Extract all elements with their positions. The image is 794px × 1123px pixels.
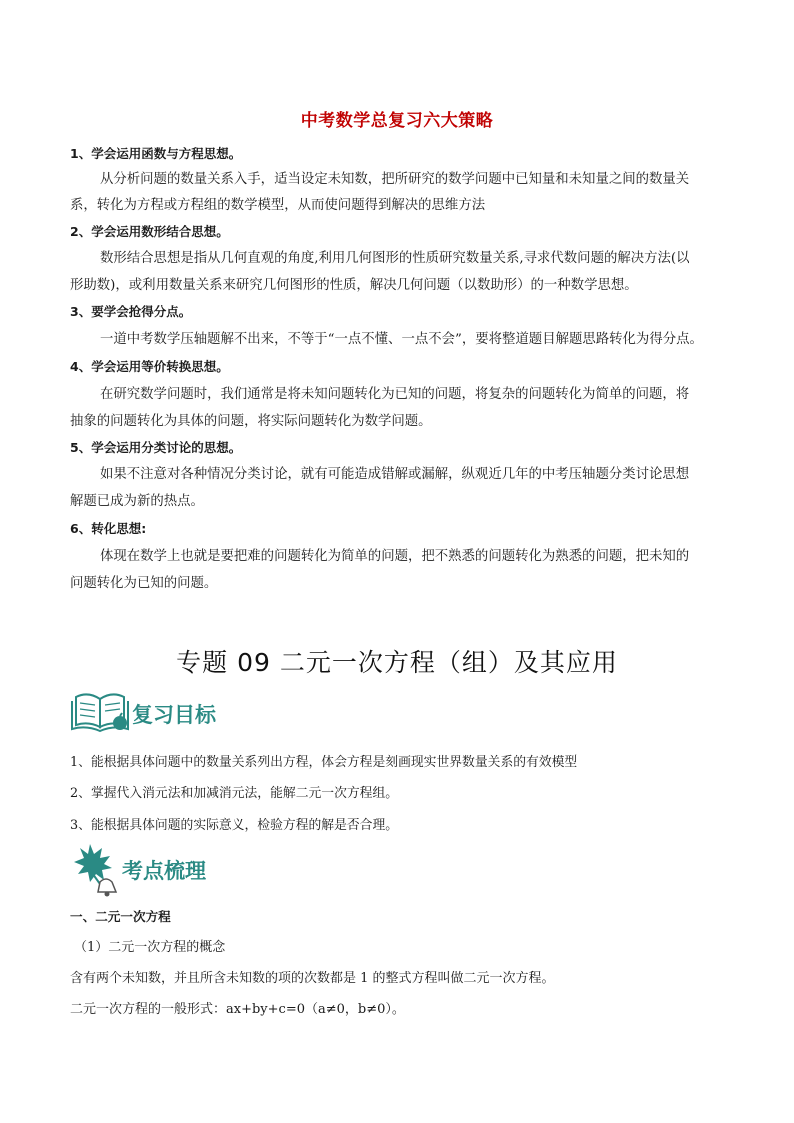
section-heading: 一、二元一次方程: [70, 909, 171, 924]
concept-text: 含有两个未知数，并且所含未知数的项的次数都是 1 的整式方程叫做二元一次方程。: [70, 971, 555, 986]
strategy-text: 体现在数学上也就是要把难的问题转化为简单的问题，把不熟悉的问题转化为熟悉的问题，把未知的: [100, 549, 690, 564]
concept-text: 二元一次方程的一般形式：ax+by+c=0（a≠0，b≠0）。: [70, 1002, 405, 1017]
strategy-heading: 1、学会运用函数与方程思想。: [70, 146, 242, 161]
goal-item: 1、能根据具体问题中的数量关系列出方程，体会方程是刻画现实世界数量关系的有效模型: [70, 755, 578, 770]
strategy-text: 解题已成为新的热点。: [70, 494, 204, 509]
strategy-text: 抽象的问题转化为具体的问题，将实际问题转化为数学问题。: [70, 414, 432, 429]
strategy-text: 在研究数学问题时，我们通常是将未知问题转化为已知的问题，将复杂的问题转化为简单的问题，将: [100, 387, 690, 402]
strategy-text: 形助数)，或利用数量关系来研究几何图形的性质，解决几何问题（以数助形）的一种数学思想。: [70, 278, 638, 293]
strategy-heading: 4、学会运用等价转换思想。: [70, 359, 229, 374]
review-goals-label: 复习目标: [132, 703, 216, 727]
document-title: 中考数学总复习六大策略: [300, 111, 494, 131]
goal-item: 3、能根据具体问题的实际意义，检验方程的解是否合理。: [70, 818, 399, 833]
strategy-text: 如果不注意对各种情况分类讨论，就有可能造成错解或漏解，纵观近几年的中考压轴题分类讨论思想: [100, 467, 690, 482]
open-book-icon: [70, 687, 132, 739]
key-points-label: 考点梳理: [122, 859, 206, 883]
strategy-text: 从分析问题的数量关系入手，适当设定未知数，把所研究的数学问题中已知量和未知量之间的数量关: [100, 172, 690, 187]
strategy-heading: 5、学会运用分类讨论的思想。: [70, 440, 242, 455]
strategy-text: 系，转化为方程或方程组的数学模型，从而使问题得到解决的思维方法: [70, 198, 486, 213]
strategy-text: 问题转化为已知的问题。: [70, 576, 218, 591]
strategy-text: 一道中考数学压轴题解不出来，不等于“一点不懂、一点不会”，要将整道题目解题思路转化为得分点。: [100, 332, 703, 347]
strategy-heading: 3、要学会抢得分点。: [70, 304, 192, 319]
strategy-heading: 2、学会运用数形结合思想。: [70, 224, 229, 239]
strategy-text: 数形结合思想是指从几何直观的角度,利用几何图形的性质研究数量关系,寻求代数问题的解决方法(以: [100, 251, 690, 266]
maple-leaf-bell-icon: [70, 840, 126, 902]
goal-item: 2、掌握代入消元法和加减消元法，能解二元一次方程组。: [70, 786, 399, 801]
sub-heading: （1）二元一次方程的概念: [74, 940, 226, 955]
topic-title: 专题 09 二元一次方程（组）及其应用: [176, 648, 618, 677]
strategy-heading: 6、转化思想:: [70, 521, 147, 536]
